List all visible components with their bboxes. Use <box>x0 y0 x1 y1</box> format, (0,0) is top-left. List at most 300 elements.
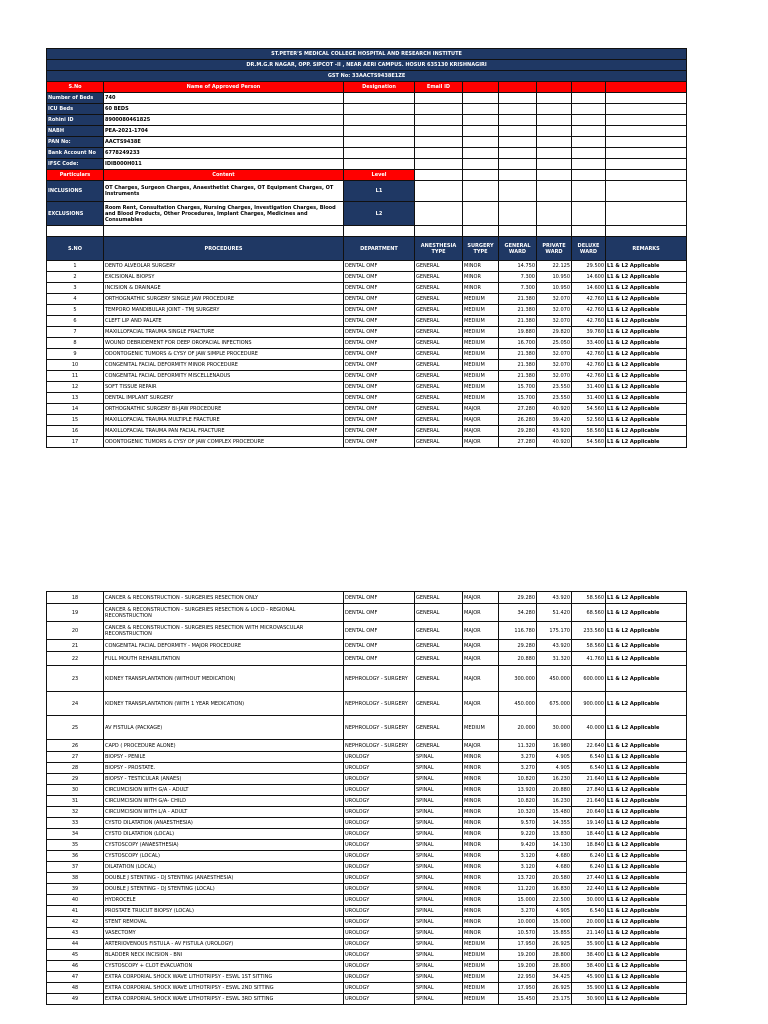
table-row <box>47 939 687 950</box>
row-remarks: L1 & L2 Applicable <box>606 338 687 349</box>
row-deluxe-ward: 6.240 <box>572 862 606 873</box>
row-procedure: CIRCUMCISION WITH G/A - ADULT <box>104 785 344 796</box>
row-procedure: VASECTOMY <box>104 928 344 939</box>
row-department: UROLOGY <box>344 829 415 840</box>
row-anesthesia: SPINAL <box>415 862 463 873</box>
row-deluxe-ward: 27.840 <box>572 785 606 796</box>
row-private-ward: 32.070 <box>537 360 572 371</box>
row-remarks: L1 & L2 Applicable <box>606 972 687 983</box>
row-sno: 31 <box>47 796 104 807</box>
row-deluxe-ward: 21.640 <box>572 774 606 785</box>
row-anesthesia: GENERAL <box>415 360 463 371</box>
info-label: NABH <box>47 126 104 137</box>
table-row <box>47 840 687 851</box>
row-surgery: MEDIUM <box>463 983 499 994</box>
row-anesthesia: GENERAL <box>415 415 463 426</box>
row-deluxe-ward: 42.760 <box>572 371 606 382</box>
row-private-ward: 675.000 <box>537 692 572 716</box>
row-procedure: CANCER & RECONSTRUCTION - SURGERIES RESECTION & LOCO - REGIONAL RECONSTRUCTION <box>104 604 344 622</box>
row-surgery: MINOR <box>463 884 499 895</box>
row-general-ward: 11.220 <box>499 884 537 895</box>
row-surgery: MEDIUM <box>463 349 499 360</box>
row-remarks: L1 & L2 Applicable <box>606 961 687 972</box>
row-department: UROLOGY <box>344 862 415 873</box>
row-anesthesia: GENERAL <box>415 327 463 338</box>
table-row <box>47 884 687 895</box>
row-private-ward: 25.050 <box>537 338 572 349</box>
row-remarks: L1 & L2 Applicable <box>606 666 687 692</box>
row-procedure: BIOPSY - PROSTATE. <box>104 763 344 774</box>
row-department: DENTAL OMF <box>344 415 415 426</box>
row-remarks: L1 & L2 Applicable <box>606 862 687 873</box>
row-remarks: L1 & L2 Applicable <box>606 393 687 404</box>
row-deluxe-ward: 52.560 <box>572 415 606 426</box>
row-procedure: CYSTOSCOPY (ANAESTHESIA) <box>104 840 344 851</box>
row-sno: 24 <box>47 692 104 716</box>
row-deluxe-ward: 31.400 <box>572 382 606 393</box>
row-sno: 26 <box>47 740 104 752</box>
row-procedure: MAXILLOFACIAL TRAUMA SINGLE FRACTURE <box>104 327 344 338</box>
row-remarks: L1 & L2 Applicable <box>606 360 687 371</box>
info-row <box>47 115 687 126</box>
row-sno: 25 <box>47 716 104 740</box>
table-row <box>47 862 687 873</box>
row-deluxe-ward: 68.560 <box>572 604 606 622</box>
row-procedure: INCISION & DRAINAGE <box>104 283 344 294</box>
col-surgery: SURGERY TYPE <box>463 237 499 261</box>
row-department: DENTAL OMF <box>344 283 415 294</box>
table-row <box>47 294 687 305</box>
table-row <box>47 640 687 652</box>
row-remarks: L1 & L2 Applicable <box>606 763 687 774</box>
row-general-ward: 21.380 <box>499 360 537 371</box>
row-general-ward: 27.280 <box>499 437 537 448</box>
row-private-ward: 4.905 <box>537 906 572 917</box>
row-department: UROLOGY <box>344 950 415 961</box>
row-private-ward: 14.130 <box>537 840 572 851</box>
row-private-ward: 16.230 <box>537 796 572 807</box>
row-private-ward: 14.355 <box>537 818 572 829</box>
table-row <box>47 349 687 360</box>
row-department: DENTAL OMF <box>344 294 415 305</box>
inclusions-level: L1 <box>344 181 415 202</box>
row-private-ward: 43.920 <box>537 640 572 652</box>
table-row <box>47 807 687 818</box>
row-general-ward: 3.270 <box>499 752 537 763</box>
row-anesthesia: SPINAL <box>415 829 463 840</box>
row-surgery: MEDIUM <box>463 305 499 316</box>
hospital-address: DR.M.G.R NAGAR, OPP. SIPCOT -II , NEAR AERI CAMPUS. HOSUR 635130 KRISHNAGIRI <box>47 60 687 71</box>
row-department: UROLOGY <box>344 928 415 939</box>
table-row <box>47 604 687 622</box>
row-procedure: CLEFT LIP AND PALATE <box>104 316 344 327</box>
exclusions-level: L2 <box>344 202 415 226</box>
row-anesthesia: GENERAL <box>415 666 463 692</box>
info-label: PAN No: <box>47 137 104 148</box>
row-anesthesia: GENERAL <box>415 740 463 752</box>
row-department: UROLOGY <box>344 796 415 807</box>
row-procedure: CYSTO DILATATION (ANAESTHESIA) <box>104 818 344 829</box>
row-department: NEPHROLOGY - SURGERY <box>344 692 415 716</box>
row-deluxe-ward: 22.440 <box>572 884 606 895</box>
row-general-ward: 10.820 <box>499 796 537 807</box>
row-sno: 17 <box>47 437 104 448</box>
row-surgery: MINOR <box>463 272 499 283</box>
row-sno: 1 <box>47 261 104 272</box>
row-procedure: SOFT TISSUE REPAIR <box>104 382 344 393</box>
row-surgery: MAJOR <box>463 622 499 640</box>
row-general-ward: 21.380 <box>499 371 537 382</box>
row-procedure: BIOPSY - PENILE <box>104 752 344 763</box>
col-deluxe: DELUXE WARD <box>572 237 606 261</box>
row-procedure: EXTRA CORPORIAL SHOCK WAVE LITHOTRIPSY - ESWL 2ND SITTING <box>104 983 344 994</box>
table-row <box>47 785 687 796</box>
col-general: GENERAL WARD <box>499 237 537 261</box>
row-department: DENTAL OMF <box>344 272 415 283</box>
table-row <box>47 404 687 415</box>
row-general-ward: 10.000 <box>499 917 537 928</box>
row-department: DENTAL OMF <box>344 437 415 448</box>
row-surgery: MAJOR <box>463 740 499 752</box>
table-row <box>47 928 687 939</box>
row-department: UROLOGY <box>344 851 415 862</box>
row-anesthesia: GENERAL <box>415 338 463 349</box>
row-anesthesia: GENERAL <box>415 349 463 360</box>
row-sno: 19 <box>47 604 104 622</box>
col-procedures: PROCEDURES <box>104 237 344 261</box>
row-remarks: L1 & L2 Applicable <box>606 752 687 763</box>
row-sno: 22 <box>47 652 104 666</box>
row-general-ward: 450.000 <box>499 692 537 716</box>
row-private-ward: 4.680 <box>537 851 572 862</box>
row-remarks: L1 & L2 Applicable <box>606 716 687 740</box>
row-general-ward: 9.420 <box>499 840 537 851</box>
row-surgery: MAJOR <box>463 652 499 666</box>
row-department: UROLOGY <box>344 961 415 972</box>
row-general-ward: 19.200 <box>499 950 537 961</box>
table-row <box>47 983 687 994</box>
row-surgery: MINOR <box>463 829 499 840</box>
row-general-ward: 11.320 <box>499 740 537 752</box>
procedures-table-continued <box>46 591 687 1005</box>
row-anesthesia: SPINAL <box>415 928 463 939</box>
row-anesthesia: SPINAL <box>415 873 463 884</box>
row-procedure: AV FISTULA (PACKAGE) <box>104 716 344 740</box>
row-deluxe-ward: 31.400 <box>572 393 606 404</box>
row-private-ward: 31.320 <box>537 652 572 666</box>
row-procedure: ODONTOGENIC TUMORS & CYSY OF JAW COMPLEX PROCEDURE <box>104 437 344 448</box>
table-row <box>47 774 687 785</box>
row-department: DENTAL OMF <box>344 360 415 371</box>
row-anesthesia: SPINAL <box>415 840 463 851</box>
row-anesthesia: GENERAL <box>415 305 463 316</box>
approved-person-header: Name of Approved Person <box>104 82 344 93</box>
row-surgery: MINOR <box>463 763 499 774</box>
row-deluxe-ward: 39.760 <box>572 327 606 338</box>
row-sno: 47 <box>47 972 104 983</box>
row-department: UROLOGY <box>344 763 415 774</box>
row-remarks: L1 & L2 Applicable <box>606 652 687 666</box>
tariff-sheet-page-1 <box>46 48 686 448</box>
row-procedure: FULL MOUTH REHABILITATION <box>104 652 344 666</box>
row-general-ward: 9.570 <box>499 818 537 829</box>
inclusions-label: INCLUSIONS <box>47 181 104 202</box>
table-row <box>47 873 687 884</box>
row-procedure: CONGENITAL FACIAL DEFORMITY - MAJOR PROCEDURE <box>104 640 344 652</box>
row-private-ward: 30.000 <box>537 716 572 740</box>
table-row <box>47 961 687 972</box>
row-sno: 20 <box>47 622 104 640</box>
row-department: UROLOGY <box>344 917 415 928</box>
row-deluxe-ward: 54.560 <box>572 404 606 415</box>
row-procedure: CYSTOSCOPY + CLOT EVACUATION <box>104 961 344 972</box>
row-general-ward: 21.380 <box>499 305 537 316</box>
row-procedure: CYSTO DILATATION (LOCAL) <box>104 829 344 840</box>
row-deluxe-ward: 45.900 <box>572 972 606 983</box>
row-sno: 9 <box>47 349 104 360</box>
row-private-ward: 16.980 <box>537 740 572 752</box>
row-sno: 28 <box>47 763 104 774</box>
row-general-ward: 14.750 <box>499 261 537 272</box>
row-private-ward: 32.070 <box>537 305 572 316</box>
row-surgery: MAJOR <box>463 640 499 652</box>
row-department: UROLOGY <box>344 906 415 917</box>
row-sno: 42 <box>47 917 104 928</box>
row-remarks: L1 & L2 Applicable <box>606 807 687 818</box>
row-sno: 5 <box>47 305 104 316</box>
row-remarks: L1 & L2 Applicable <box>606 840 687 851</box>
info-label: Rohini ID <box>47 115 104 126</box>
row-deluxe-ward: 21.640 <box>572 796 606 807</box>
info-value: AACTS9438E <box>104 137 344 148</box>
table-row <box>47 415 687 426</box>
row-remarks: L1 & L2 Applicable <box>606 316 687 327</box>
row-anesthesia: SPINAL <box>415 763 463 774</box>
row-anesthesia: SPINAL <box>415 796 463 807</box>
row-anesthesia: GENERAL <box>415 692 463 716</box>
row-private-ward: 29.820 <box>537 327 572 338</box>
row-deluxe-ward: 18.440 <box>572 829 606 840</box>
info-row <box>47 104 687 115</box>
row-department: DENTAL OMF <box>344 316 415 327</box>
row-deluxe-ward: 38.400 <box>572 950 606 961</box>
exclusions-label: EXCLUSIONS <box>47 202 104 226</box>
row-anesthesia: GENERAL <box>415 437 463 448</box>
row-surgery: MEDIUM <box>463 327 499 338</box>
table-row <box>47 272 687 283</box>
row-department: UROLOGY <box>344 818 415 829</box>
table-row <box>47 360 687 371</box>
row-anesthesia: GENERAL <box>415 404 463 415</box>
row-remarks: L1 & L2 Applicable <box>606 873 687 884</box>
row-private-ward: 26.925 <box>537 939 572 950</box>
row-department: UROLOGY <box>344 939 415 950</box>
row-surgery: MINOR <box>463 796 499 807</box>
row-general-ward: 29.280 <box>499 640 537 652</box>
info-value: 60 BEDS <box>104 104 344 115</box>
row-department: DENTAL OMF <box>344 604 415 622</box>
row-remarks: L1 & L2 Applicable <box>606 851 687 862</box>
row-procedure: DENTO ALVEOLAR SURGERY <box>104 261 344 272</box>
row-remarks: L1 & L2 Applicable <box>606 906 687 917</box>
row-procedure: ORTHOGNATHIC SURGERY BI-JAW PROCEDURE <box>104 404 344 415</box>
row-surgery: MINOR <box>463 261 499 272</box>
row-private-ward: 175.170 <box>537 622 572 640</box>
row-remarks: L1 & L2 Applicable <box>606 640 687 652</box>
row-procedure: BLADDER NECK INCISION - BNI <box>104 950 344 961</box>
info-row <box>47 159 687 170</box>
row-sno: 48 <box>47 983 104 994</box>
table-row <box>47 305 687 316</box>
row-deluxe-ward: 6.540 <box>572 906 606 917</box>
row-remarks: L1 & L2 Applicable <box>606 437 687 448</box>
row-sno: 43 <box>47 928 104 939</box>
row-private-ward: 23.175 <box>537 994 572 1005</box>
row-anesthesia: GENERAL <box>415 371 463 382</box>
row-department: DENTAL OMF <box>344 327 415 338</box>
row-surgery: MAJOR <box>463 604 499 622</box>
row-sno: 2 <box>47 272 104 283</box>
row-department: UROLOGY <box>344 983 415 994</box>
row-private-ward: 16.230 <box>537 774 572 785</box>
row-private-ward: 39.420 <box>537 415 572 426</box>
row-surgery: MEDIUM <box>463 338 499 349</box>
row-general-ward: 3.270 <box>499 906 537 917</box>
row-private-ward: 32.070 <box>537 294 572 305</box>
info-row <box>47 126 687 137</box>
row-surgery: MEDIUM <box>463 382 499 393</box>
row-sno: 38 <box>47 873 104 884</box>
row-general-ward: 29.280 <box>499 426 537 437</box>
row-remarks: L1 & L2 Applicable <box>606 592 687 604</box>
row-remarks: L1 & L2 Applicable <box>606 818 687 829</box>
row-general-ward: 13.720 <box>499 873 537 884</box>
row-remarks: L1 & L2 Applicable <box>606 261 687 272</box>
row-private-ward: 32.070 <box>537 371 572 382</box>
row-private-ward: 22.500 <box>537 895 572 906</box>
row-procedure: DOUBLE J STENTING - DJ STENTING (ANAESTHESIA) <box>104 873 344 884</box>
row-sno: 8 <box>47 338 104 349</box>
row-private-ward: 4.905 <box>537 752 572 763</box>
row-procedure: STENT REMOVAL <box>104 917 344 928</box>
row-private-ward: 23.550 <box>537 382 572 393</box>
row-procedure: CANCER & RECONSTRUCTION - SURGERIES RESECTION WITH MICROVASCULAR RECONSTRUCTION <box>104 622 344 640</box>
row-procedure: DILATATION (LOCAL) <box>104 862 344 873</box>
row-private-ward: 32.070 <box>537 349 572 360</box>
table-row <box>47 371 687 382</box>
row-remarks: L1 & L2 Applicable <box>606 305 687 316</box>
row-private-ward: 4.680 <box>537 862 572 873</box>
row-anesthesia: SPINAL <box>415 895 463 906</box>
row-private-ward: 34.425 <box>537 972 572 983</box>
row-procedure: HYDROCELE <box>104 895 344 906</box>
row-general-ward: 21.380 <box>499 349 537 360</box>
row-general-ward: 21.380 <box>499 294 537 305</box>
row-procedure: MAXILLOFACIAL TRAUMA PAN FACIAL FRACTURE <box>104 426 344 437</box>
row-surgery: MINOR <box>463 807 499 818</box>
row-deluxe-ward: 40.000 <box>572 716 606 740</box>
row-remarks: L1 & L2 Applicable <box>606 283 687 294</box>
row-sno: 16 <box>47 426 104 437</box>
row-sno: 23 <box>47 666 104 692</box>
col-anesthesia: ANESTHESIA TYPE <box>415 237 463 261</box>
row-remarks: L1 & L2 Applicable <box>606 272 687 283</box>
row-deluxe-ward: 58.560 <box>572 592 606 604</box>
row-surgery: MEDIUM <box>463 716 499 740</box>
row-procedure: CIRCUMCISION WITH L/A - ADULT <box>104 807 344 818</box>
row-remarks: L1 & L2 Applicable <box>606 774 687 785</box>
row-surgery: MEDIUM <box>463 294 499 305</box>
row-procedure: EXCISIONAL BIOPSY <box>104 272 344 283</box>
row-procedure: CYSTOSCOPY (LOCAL) <box>104 851 344 862</box>
gst-number: GST No: 33AACTS9438E1ZE <box>47 71 687 82</box>
row-procedure: ARTERIOVENOUS FISTULA - AV FISTULA (UROLOGY) <box>104 939 344 950</box>
row-remarks: L1 & L2 Applicable <box>606 426 687 437</box>
info-value: 8900080461825 <box>104 115 344 126</box>
row-general-ward: 22.950 <box>499 972 537 983</box>
exclusions-content: Room Rent, Consultation Charges, Nursing Charges, Investigation Charges, Blood and Blood Products, Other Procedures, Implant Charges, Medicines and Consumables <box>104 202 344 226</box>
header-table <box>46 48 687 448</box>
table-row <box>47 917 687 928</box>
row-private-ward: 28.800 <box>537 961 572 972</box>
row-procedure: DOUBLE J STENTING - DJ STENTING (LOCAL) <box>104 884 344 895</box>
row-sno: 35 <box>47 840 104 851</box>
col-private: PRIVATE WARD <box>537 237 572 261</box>
table-row <box>47 763 687 774</box>
row-general-ward: 34.280 <box>499 604 537 622</box>
row-department: UROLOGY <box>344 884 415 895</box>
row-anesthesia: SPINAL <box>415 752 463 763</box>
row-private-ward: 43.920 <box>537 426 572 437</box>
table-row <box>47 622 687 640</box>
row-private-ward: 51.420 <box>537 604 572 622</box>
info-row <box>47 137 687 148</box>
row-general-ward: 15.000 <box>499 895 537 906</box>
row-sno: 18 <box>47 592 104 604</box>
table-row <box>47 283 687 294</box>
info-value: IDIB000H011 <box>104 159 344 170</box>
row-anesthesia: SPINAL <box>415 818 463 829</box>
row-procedure: DENTAL IMPLANT SURGERY <box>104 393 344 404</box>
row-surgery: MAJOR <box>463 415 499 426</box>
row-remarks: L1 & L2 Applicable <box>606 371 687 382</box>
row-anesthesia: GENERAL <box>415 652 463 666</box>
row-deluxe-ward: 42.760 <box>572 316 606 327</box>
row-private-ward: 15.480 <box>537 807 572 818</box>
row-anesthesia: SPINAL <box>415 807 463 818</box>
row-sno: 6 <box>47 316 104 327</box>
row-anesthesia: GENERAL <box>415 294 463 305</box>
row-anesthesia: SPINAL <box>415 884 463 895</box>
row-general-ward: 27.280 <box>499 404 537 415</box>
row-remarks: L1 & L2 Applicable <box>606 884 687 895</box>
row-department: DENTAL OMF <box>344 338 415 349</box>
row-department: UROLOGY <box>344 752 415 763</box>
row-sno: 41 <box>47 906 104 917</box>
row-private-ward: 15.000 <box>537 917 572 928</box>
column-header-row <box>47 237 687 261</box>
row-procedure: CANCER & RECONSTRUCTION - SURGERIES RESECTION ONLY <box>104 592 344 604</box>
row-department: UROLOGY <box>344 774 415 785</box>
row-surgery: MEDIUM <box>463 994 499 1005</box>
row-general-ward: 17.950 <box>499 939 537 950</box>
row-deluxe-ward: 35.900 <box>572 939 606 950</box>
row-deluxe-ward: 42.760 <box>572 360 606 371</box>
row-private-ward: 40.920 <box>537 437 572 448</box>
row-private-ward: 10.950 <box>537 283 572 294</box>
row-anesthesia: SPINAL <box>415 983 463 994</box>
row-private-ward: 28.800 <box>537 950 572 961</box>
